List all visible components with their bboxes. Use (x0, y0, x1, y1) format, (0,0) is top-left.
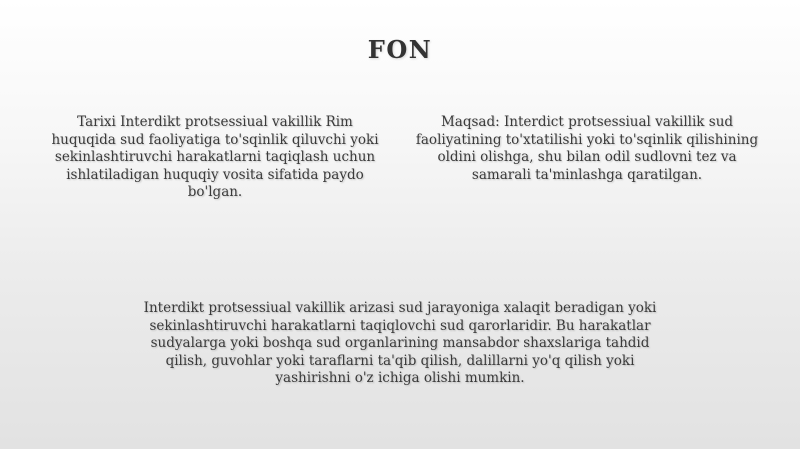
slide-title: FON (367, 35, 433, 64)
purpose-text-block: Maqsad: Interdict protsessiual vakillik sud faoliyatining to'xtatilishi yoki to'sqinlik qilishining oldini olishga, shu bilan odil sudlovni tez va samarali ta'minlashga qaratilgan. (415, 114, 759, 183)
history-text-block: Tarixi Interdikt protsessiual vakillik Rim huquqida sud faoliyatiga to'sqinlik qiluvchi yoki sekinlashtiruvchi harakatlarni taqiqlash uchun ishlatiladigan huquqiy vosita sifatida paydo bo'lgan. (51, 114, 379, 200)
definition-text-block: Interdikt protsessiual vakillik arizasi sud jarayoniga xalaqit beradigan yoki sekinlashtiruvchi harakatlarni taqiqlovchi sud qarorlaridir. Bu harakatlar sudyalarga yoki boshqa sud organlarining mansabdor shaxslariga tahdid qilish, guvohlar yoki taraflarni ta'qib qilish, dalillarni yo'q qilish yoki yashirishni o'z ichiga olishi mumkin. (143, 300, 657, 386)
